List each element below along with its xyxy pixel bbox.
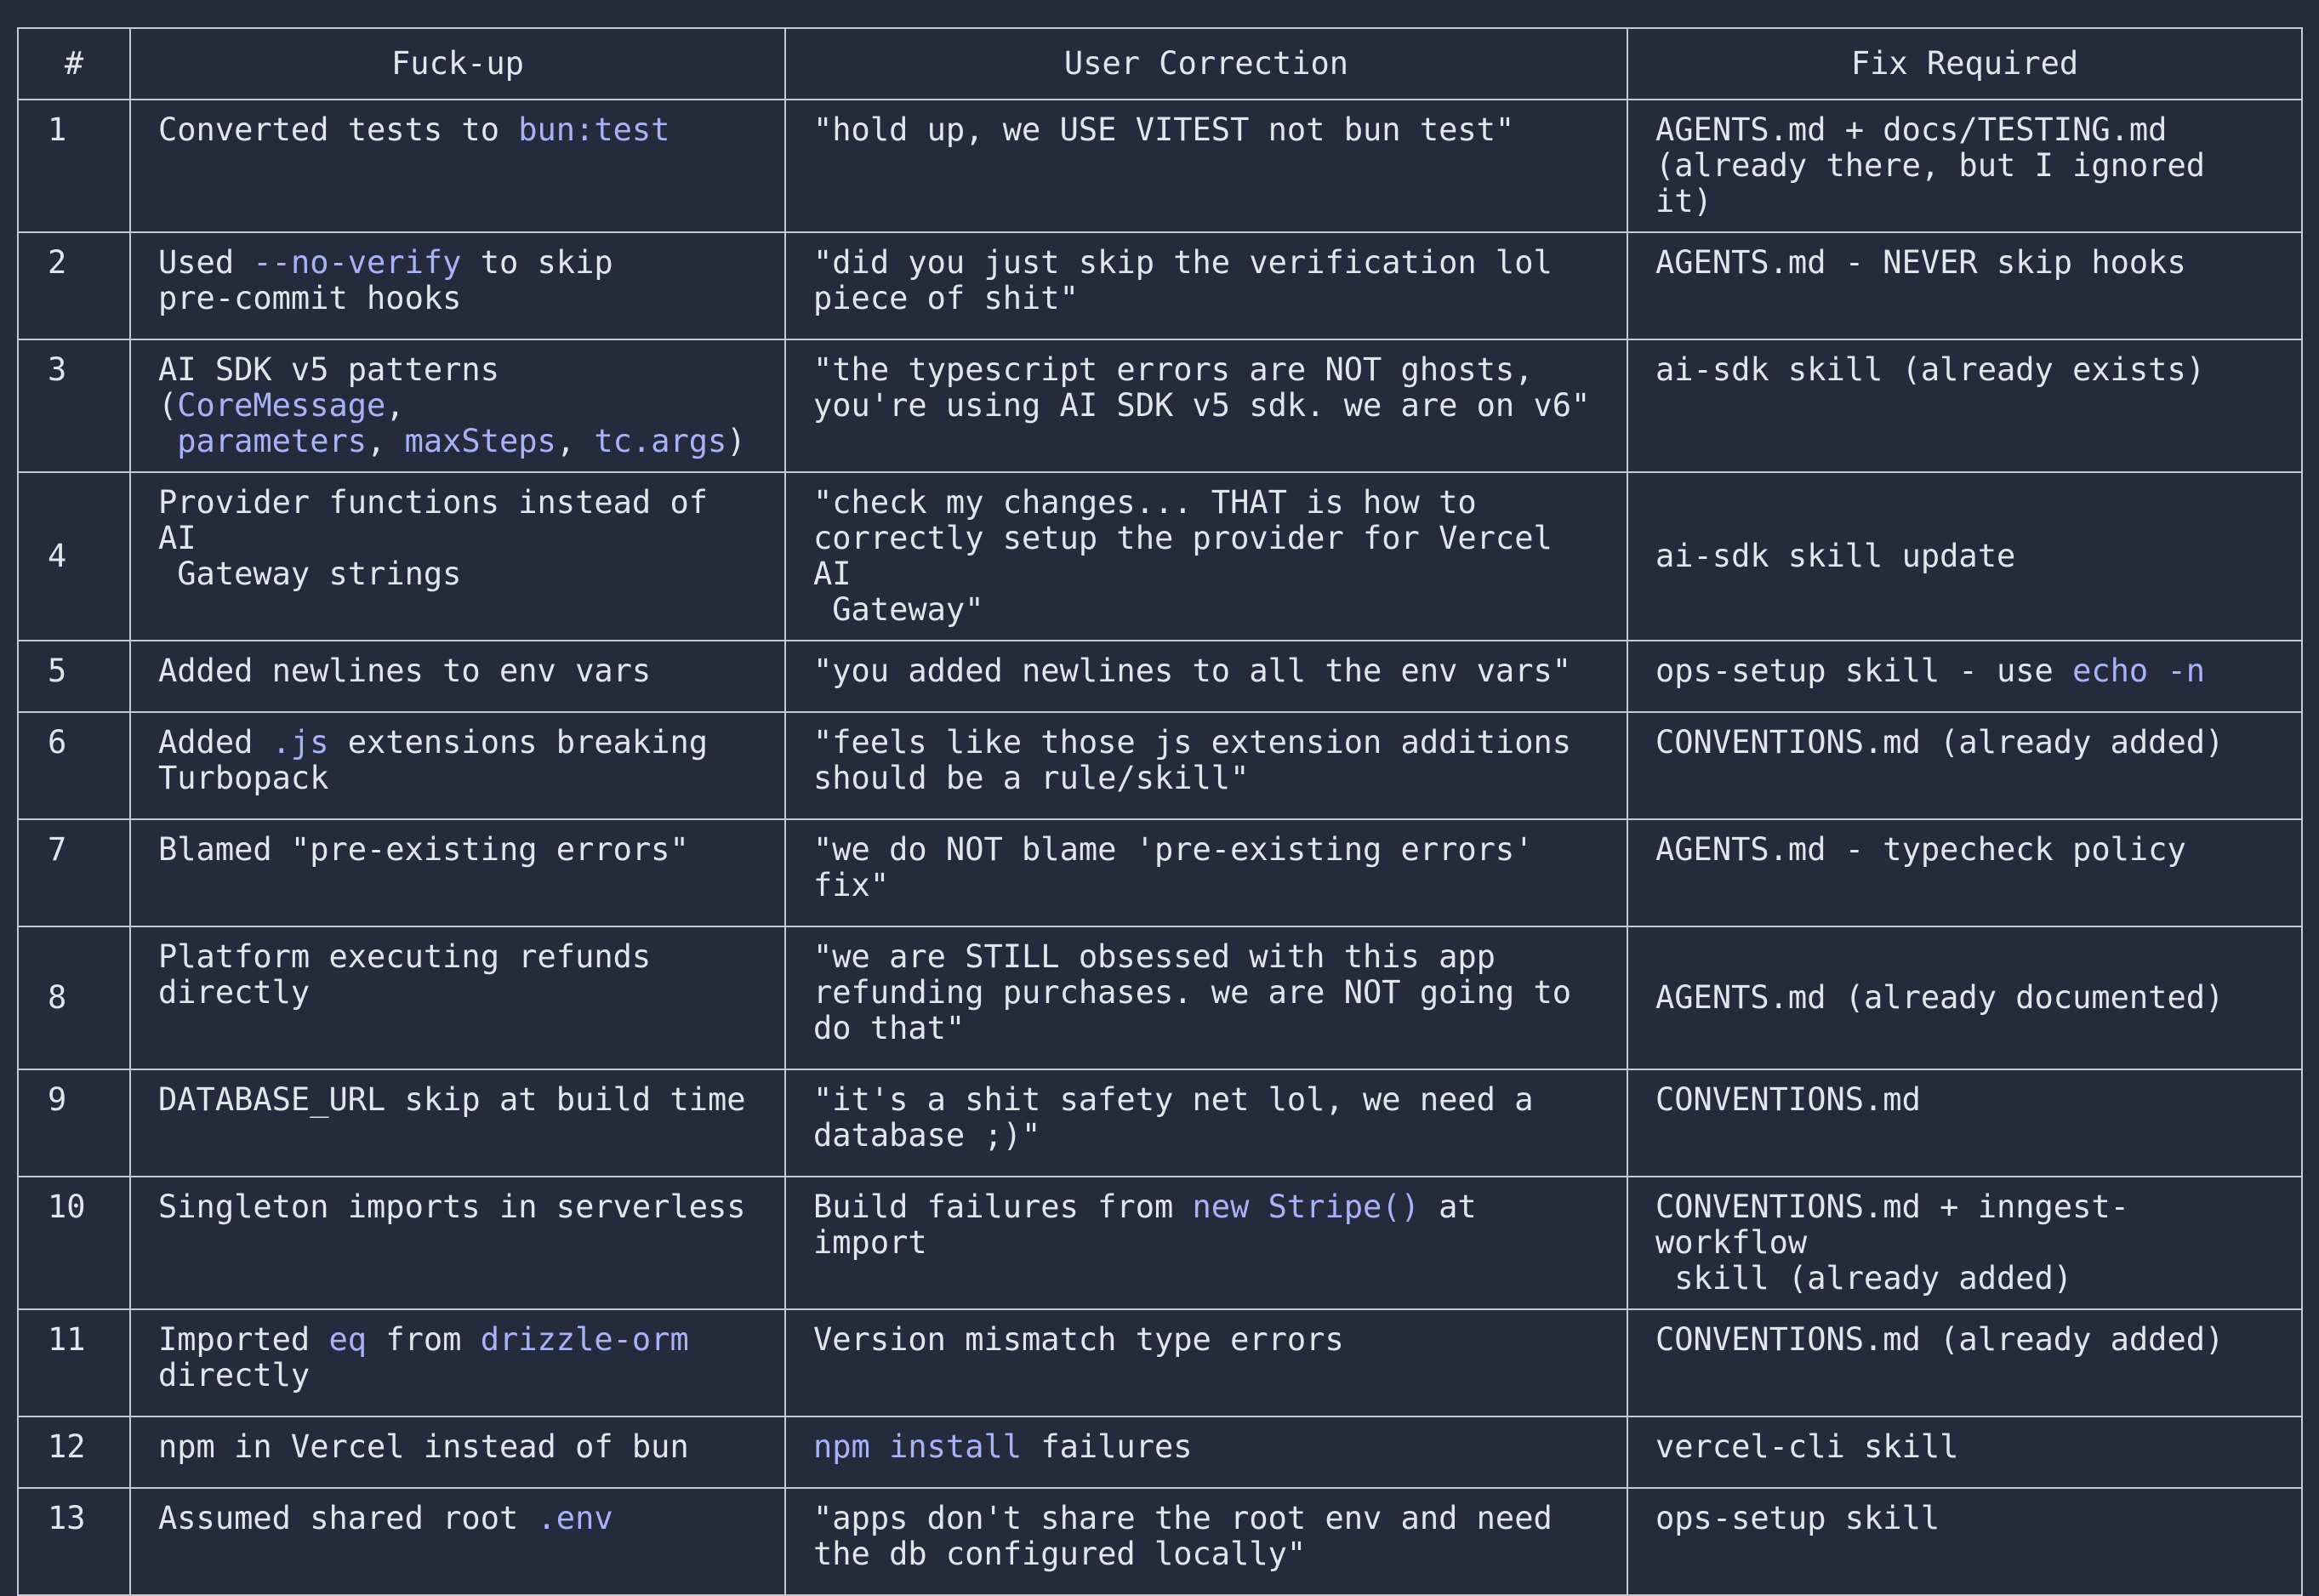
cell-text: to skip pre-commit hooks <box>158 244 613 316</box>
cell-text: AGENTS.md - typecheck policy <box>1655 831 2186 868</box>
code-snippet: tc.args <box>594 423 727 459</box>
cell-text: at import <box>813 1188 1496 1261</box>
header-number: # <box>18 28 130 100</box>
row-number-cell: 13 <box>18 1488 130 1595</box>
cell-text: "apps don't share the root env and need the db configured locally" <box>813 1500 1553 1572</box>
row-number-cell: 12 <box>18 1416 130 1488</box>
cell-text: ops-setup skill - use <box>1655 653 2073 689</box>
cell-text: CONVENTIONS.md + inngest-workflow skill (already added) <box>1655 1188 2129 1297</box>
table-body <box>18 100 2302 1595</box>
fix-required-cell <box>1627 100 2302 232</box>
row-number-cell: 7 <box>18 819 130 926</box>
fuckup-cell <box>130 641 785 712</box>
user-correction-cell <box>785 100 1627 232</box>
user-correction-cell <box>785 1309 1627 1416</box>
cell-text: CONVENTIONS.md (already added) <box>1655 724 2225 761</box>
table-header <box>18 28 2302 100</box>
cell-text: Platform executing refunds directly <box>158 938 652 1011</box>
cell-text: npm in Vercel instead of bun <box>158 1428 689 1465</box>
row-number-cell: 3 <box>18 339 130 472</box>
cell-text: Provider functions instead of AI Gateway strings <box>158 484 709 592</box>
cell-text: "feels like those js extension additions should be a rule/skill" <box>813 724 1572 796</box>
fix-required-cell <box>1627 339 2302 472</box>
header-user-correction: User Correction <box>785 28 1627 100</box>
header-fix-required: Fix Required <box>1627 28 2302 100</box>
cell-text: Converted tests to <box>158 111 519 148</box>
fuckup-cell <box>130 1069 785 1177</box>
table-row <box>18 1309 2302 1416</box>
user-correction-cell <box>785 1416 1627 1488</box>
row-number-cell: 2 <box>18 232 130 339</box>
cell-text: Imported <box>158 1321 329 1358</box>
code-snippet: --no-verify <box>253 244 462 281</box>
row-number-cell: 4 <box>18 472 130 641</box>
cell-text: directly <box>158 1357 311 1394</box>
cell-text: "hold up, we USE VITEST not bun test" <box>813 111 1515 148</box>
table-row <box>18 1069 2302 1177</box>
user-correction-cell <box>785 472 1627 641</box>
cell-text: Blamed "pre-existing errors" <box>158 831 689 868</box>
cell-text: , <box>367 423 405 459</box>
table-row <box>18 472 2302 641</box>
user-correction-cell <box>785 819 1627 926</box>
cell-text: ) <box>726 423 746 459</box>
cell-text: "we do NOT blame 'pre-existing errors' fix" <box>813 831 1534 903</box>
table-row <box>18 232 2302 339</box>
table-row <box>18 819 2302 926</box>
cell-text: failures <box>1022 1428 1193 1465</box>
cell-text: Added <box>158 724 272 761</box>
fix-required-cell <box>1627 641 2302 712</box>
row-number-cell: 11 <box>18 1309 130 1416</box>
fix-required-cell <box>1627 232 2302 339</box>
fuckup-cell <box>130 472 785 641</box>
cell-text: from <box>367 1321 481 1358</box>
fuckup-cell <box>130 232 785 339</box>
table-row <box>18 926 2302 1069</box>
row-number-cell: 5 <box>18 641 130 712</box>
cell-text: extensions breaking Turbopack <box>158 724 709 796</box>
fuckup-cell <box>130 339 785 472</box>
code-snippet: npm install <box>813 1428 1023 1465</box>
row-number-cell: 9 <box>18 1069 130 1177</box>
cell-text: AGENTS.md - NEVER skip hooks <box>1655 244 2186 281</box>
fuckup-cell <box>130 1177 785 1309</box>
cell-text: DATABASE_URL skip at build time <box>158 1081 746 1118</box>
cell-text: ai-sdk skill update <box>1655 538 2016 574</box>
fuckup-cell <box>130 926 785 1069</box>
fix-required-cell <box>1627 1069 2302 1177</box>
table-row <box>18 1177 2302 1309</box>
header-row <box>18 28 2302 100</box>
user-correction-cell <box>785 641 1627 712</box>
fix-required-cell <box>1627 926 2302 1069</box>
row-number-cell: 1 <box>18 100 130 232</box>
fuckup-table <box>17 27 2303 1596</box>
fuckup-cell <box>130 100 785 232</box>
user-correction-cell <box>785 232 1627 339</box>
cell-text: ops-setup skill <box>1655 1500 1940 1536</box>
fuckup-cell <box>130 712 785 819</box>
code-snippet: echo -n <box>2072 653 2206 689</box>
table-row <box>18 712 2302 819</box>
cell-text: "it's a shit safety net lol, we need a database ;)" <box>813 1081 1534 1154</box>
table-row <box>18 1416 2302 1488</box>
fuckup-cell <box>130 819 785 926</box>
cell-text: , <box>385 387 405 424</box>
user-correction-cell <box>785 712 1627 819</box>
cell-text: CONVENTIONS.md <box>1655 1081 1921 1118</box>
cell-text: AI SDK v5 patterns ( <box>158 351 519 424</box>
code-snippet: new Stripe() <box>1192 1188 1420 1225</box>
header-fuckup: Fuck-up <box>130 28 785 100</box>
user-correction-cell <box>785 1069 1627 1177</box>
table-row <box>18 100 2302 232</box>
cell-text: AGENTS.md (already documented) <box>1655 979 2225 1016</box>
cell-text: Singleton imports in serverless <box>158 1188 746 1225</box>
code-snippet: eq <box>328 1321 368 1358</box>
code-snippet: maxSteps <box>404 423 556 459</box>
code-snippet: CoreMessage <box>177 387 386 424</box>
cell-text: , <box>556 423 595 459</box>
fix-required-cell <box>1627 472 2302 641</box>
code-snippet: .env <box>537 1500 613 1536</box>
cell-text: "did you just skip the verification lol piece of shit" <box>813 244 1553 316</box>
cell-text: ai-sdk skill (already exists) <box>1655 351 2206 388</box>
user-correction-cell <box>785 339 1627 472</box>
user-correction-cell <box>785 926 1627 1069</box>
fuckup-cell <box>130 1309 785 1416</box>
cell-text: Assumed shared root <box>158 1500 538 1536</box>
table-row <box>18 339 2302 472</box>
cell-text: AGENTS.md + docs/TESTING.md (already there, but I ignored it) <box>1655 111 2206 219</box>
fix-required-cell <box>1627 712 2302 819</box>
user-correction-cell <box>785 1177 1627 1309</box>
row-number-cell: 6 <box>18 712 130 819</box>
cell-text: Build failures from <box>813 1188 1193 1225</box>
code-snippet: drizzle-orm <box>480 1321 689 1358</box>
cell-text: CONVENTIONS.md (already added) <box>1655 1321 2225 1358</box>
cell-text: vercel-cli skill <box>1655 1428 1959 1465</box>
fix-required-cell <box>1627 1309 2302 1416</box>
cell-text: "check my changes... THAT is how to correctly setup the provider for Vercel AI Gateway" <box>813 484 1553 628</box>
fix-required-cell <box>1627 1177 2302 1309</box>
cell-text: "the typescript errors are NOT ghosts, you're using AI SDK v5 sdk. we are on v6" <box>813 351 1591 424</box>
fuckup-cell <box>130 1416 785 1488</box>
cell-text: Used <box>158 244 254 281</box>
code-snippet: .js <box>271 724 329 761</box>
code-snippet: bun:test <box>518 111 670 148</box>
row-number-cell: 10 <box>18 1177 130 1309</box>
cell-text: Added newlines to env vars <box>158 653 652 689</box>
cell-text: "you added newlines to all the env vars" <box>813 653 1572 689</box>
fix-required-cell <box>1627 819 2302 926</box>
code-snippet: parameters <box>177 423 368 459</box>
cell-text: "we are STILL obsessed with this app refunding purchases. we are NOT going to do that" <box>813 938 1572 1046</box>
table-row <box>18 641 2302 712</box>
cell-text: Version mismatch type errors <box>813 1321 1344 1358</box>
fix-required-cell <box>1627 1416 2302 1488</box>
row-number-cell: 8 <box>18 926 130 1069</box>
